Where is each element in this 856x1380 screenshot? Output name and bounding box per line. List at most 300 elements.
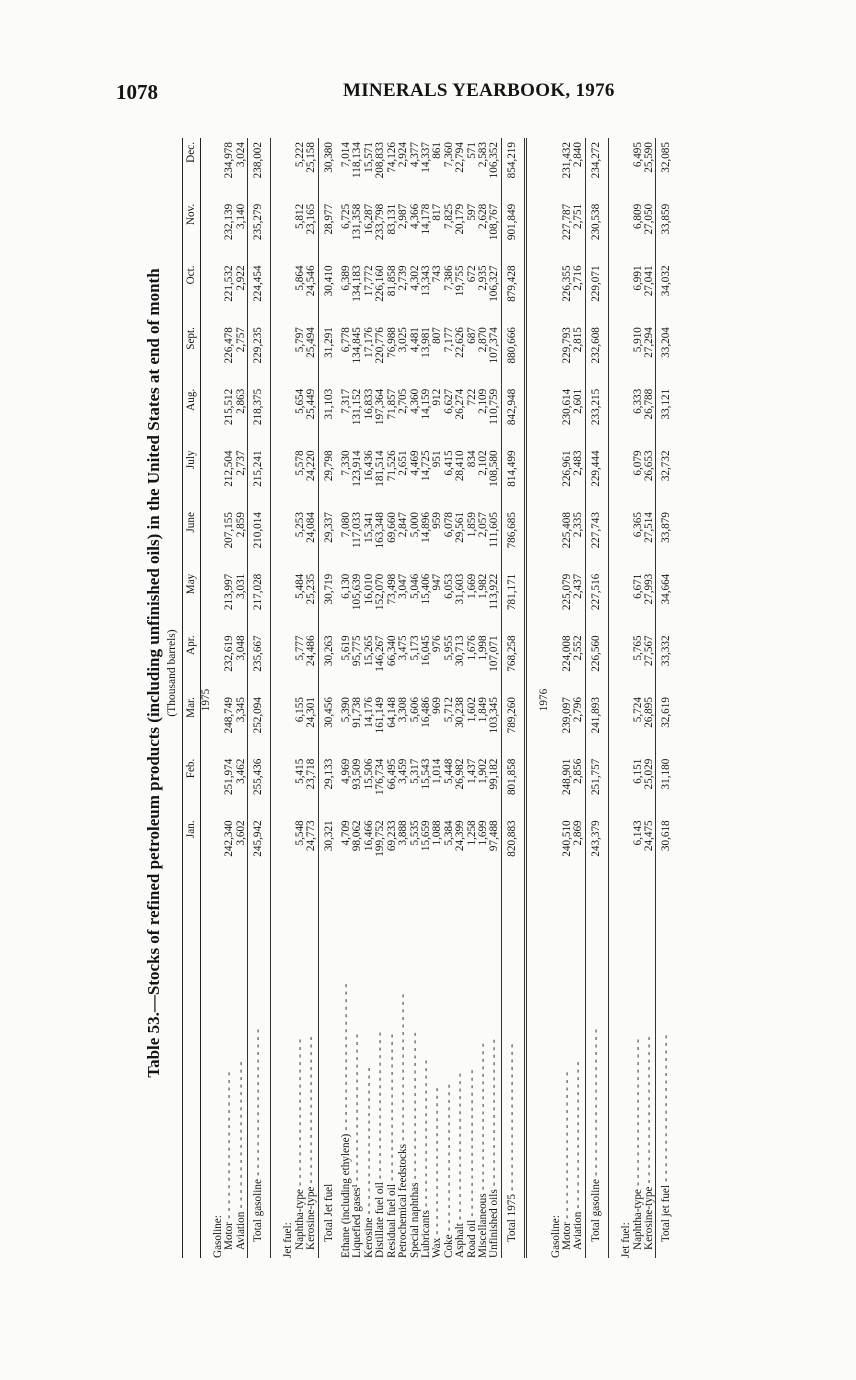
table-row <box>236 138 247 1258</box>
cell-value: 17,772 <box>362 265 375 297</box>
row-label-text: Coke <box>442 1234 455 1258</box>
cell-value: 229,444 <box>589 450 602 487</box>
leader-dots: - - - - - - - - - - - - - - - - - - - - <box>340 983 353 1134</box>
column-header: Apr. <box>183 631 201 693</box>
row-label <box>248 878 271 1258</box>
cell-value: 5,777 <box>293 635 306 661</box>
header-row <box>183 138 201 1258</box>
cell-value: 25,494 <box>305 327 318 358</box>
cell-value: 24,486 <box>305 635 318 667</box>
cell-value: 248,901 <box>560 758 573 796</box>
cell-value: 842,948 <box>505 388 518 426</box>
cell-value: 6,151 <box>631 758 644 784</box>
leader-dots: - - - - - - - - - - - - - - - - - - - - <box>465 1069 478 1220</box>
table-row <box>656 138 679 1258</box>
row-label-text: Distillate fuel oil <box>374 1182 387 1258</box>
stocks-table <box>182 138 679 1258</box>
cell-value: 1,088 <box>431 820 444 846</box>
cell-value: 81,858 <box>385 265 398 297</box>
cell-value: 27,993 <box>643 573 655 605</box>
cell-value: 6,991 <box>631 265 644 291</box>
cell-value: 814,499 <box>505 450 518 487</box>
cell-value: 2,739 <box>397 265 410 291</box>
cell-value: 24,220 <box>305 450 318 482</box>
cell-value: 14,178 <box>419 203 432 235</box>
cell-value: 25,590 <box>643 142 655 173</box>
cell-value: 2,057 <box>476 512 489 538</box>
row-label-text: Lubricants <box>419 1210 432 1258</box>
cell-value: 1,676 <box>465 635 478 661</box>
cell-value: 4,481 <box>408 327 421 353</box>
cell-value: 3,475 <box>397 635 410 661</box>
cell-value: 108,580 <box>488 450 501 487</box>
cell-value: 5,448 <box>442 758 455 784</box>
cell-value: 15,341 <box>362 512 375 543</box>
cell-value: 786,685 <box>505 512 518 549</box>
row-label-text: Road oil <box>465 1219 478 1258</box>
row-label-text: Aviation <box>234 1211 247 1250</box>
year-1976 <box>539 138 550 1258</box>
cell-value: 113,922 <box>488 573 501 610</box>
cell-value: 33,859 <box>660 203 673 235</box>
cell-value: 105,639 <box>351 573 364 611</box>
cell-value: 226,961 <box>560 450 573 487</box>
cell-value: 69,660 <box>385 512 398 543</box>
cell-value: 251,757 <box>589 758 602 796</box>
cell-value: 4,360 <box>408 388 421 414</box>
leader-dots: - - - - - - - - - - - - - - - - - - - - <box>223 1071 236 1223</box>
cell-value: 24,301 <box>305 697 318 728</box>
cell-value: 3,048 <box>234 635 247 661</box>
table-row <box>501 138 524 1258</box>
cell-value: 231,432 <box>560 142 573 179</box>
cell-value: 93,509 <box>351 758 364 790</box>
cell-value: 16,833 <box>362 388 375 420</box>
leader-dots: - - - - - - - - - - - - - - - - - - - - <box>643 1036 655 1187</box>
cell-value: 30,238 <box>454 697 467 728</box>
cell-value: 781,171 <box>505 573 518 611</box>
cell-value: 7,080 <box>340 512 353 538</box>
cell-value: 2,863 <box>234 388 247 414</box>
leader-dots: - - - - - - - - - - - - - - - - - - - - <box>374 1031 387 1183</box>
cell-value: 30,410 <box>322 265 335 297</box>
cell-value: 22,794 <box>454 142 467 173</box>
cell-value: 1,669 <box>465 573 478 599</box>
table-row <box>306 138 317 1258</box>
cell-value: 15,571 <box>362 142 375 173</box>
cell-value: 687 <box>465 327 478 344</box>
cell-value: 32,085 <box>660 142 673 173</box>
cell-value: 251,974 <box>223 758 236 796</box>
cell-value: 28,410 <box>454 450 467 482</box>
table-row <box>585 138 608 1258</box>
cell-value: 23,165 <box>305 203 318 235</box>
cell-value: 16,436 <box>362 450 375 482</box>
cell-value: 13,343 <box>419 265 432 297</box>
cell-value: 28,977 <box>322 203 335 235</box>
cell-value: 789,260 <box>505 697 518 734</box>
cell-value: 5,415 <box>293 758 306 784</box>
cell-value: 3,140 <box>234 203 247 229</box>
cell-value: 2,552 <box>572 635 585 661</box>
cell-value: 107,374 <box>488 327 501 364</box>
leader-dots: - - - - - - - - - - - - - - - - - - - - <box>305 1036 318 1187</box>
cell-value: 255,436 <box>252 758 265 796</box>
cell-value: 947 <box>431 573 444 591</box>
cell-value: 4,709 <box>340 820 353 846</box>
cell-value: 27,567 <box>643 635 655 667</box>
cell-value: 242,340 <box>223 820 236 857</box>
cell-value: 32,732 <box>660 450 673 482</box>
cell-value: 215,241 <box>252 450 265 487</box>
cell-value: 15,659 <box>419 820 432 852</box>
cell-value: 1,902 <box>476 758 489 784</box>
cell-value: 5,000 <box>408 512 421 538</box>
cell-value: 6,365 <box>631 512 644 538</box>
cell-value: 5,765 <box>631 635 644 661</box>
leader-dots: - - - - - - - - - - - - - - - - - - - - <box>431 1087 444 1238</box>
cell-value: 220,776 <box>374 327 387 364</box>
leader-dots: - - - - - - - - - - - - - - - - - - - - <box>252 1028 265 1180</box>
spacer-row <box>271 138 284 1258</box>
cell-value: 15,506 <box>362 758 375 790</box>
leader-dots: - - - - - - - - - - - - - - - - - - - - <box>505 1043 518 1194</box>
cell-value: 31,103 <box>322 388 335 420</box>
cell-value: 2,924 <box>397 142 410 168</box>
cell-value: 2,751 <box>572 203 585 229</box>
cell-value: 2,737 <box>234 450 247 476</box>
cell-value: 25,158 <box>305 142 318 173</box>
cell-value: 969 <box>431 697 444 714</box>
leader-dots: - - - - - - - - - - - - - - - - - - - - <box>488 1038 501 1190</box>
row-label-text: Motor <box>560 1222 573 1250</box>
cell-value: 33,204 <box>660 327 673 358</box>
row-label <box>306 878 317 1258</box>
cell-value: 76,988 <box>385 327 398 358</box>
cell-value: 6,079 <box>631 450 644 476</box>
cell-value: 83,131 <box>385 203 398 235</box>
row-label-text: Asphalt <box>454 1223 467 1258</box>
cell-value: 232,619 <box>223 635 236 672</box>
cell-value: 221,532 <box>223 265 236 302</box>
cell-value: 1,699 <box>476 820 489 846</box>
cell-value: 224,008 <box>560 635 573 672</box>
cell-value: 6,495 <box>631 142 644 168</box>
cell-value: 1,014 <box>431 758 444 784</box>
cell-value: 234,978 <box>223 142 236 179</box>
cell-value: 134,183 <box>351 265 364 302</box>
cell-value: 239,097 <box>560 697 573 734</box>
cell-value: 66,340 <box>385 635 398 667</box>
cell-value: 19,755 <box>454 265 467 297</box>
cell-value: 5,955 <box>442 635 455 661</box>
cell-value: 854,219 <box>505 142 518 179</box>
row-label-text: Naphtha-type <box>293 1189 306 1250</box>
row-label-text: Kerosine-type <box>643 1186 655 1250</box>
cell-value: 6,778 <box>340 327 353 353</box>
cell-value: 15,543 <box>419 758 432 790</box>
cell-value: 6,078 <box>442 512 455 538</box>
cell-value: 7,386 <box>442 265 455 291</box>
leader-dots: - - - - - - - - - - - - - - - - - - - - <box>234 1061 247 1212</box>
cell-value: 820,883 <box>505 820 518 857</box>
cell-value: 31,291 <box>322 327 335 358</box>
cell-value: 232,608 <box>589 327 602 364</box>
cell-value: 225,079 <box>560 573 573 611</box>
cell-value: 30,456 <box>322 697 335 728</box>
cell-value: 91,738 <box>351 697 364 728</box>
cell-value: 210,014 <box>252 512 265 549</box>
cell-value: 3,031 <box>234 573 247 599</box>
row-label-text: Wax <box>431 1237 444 1258</box>
cell-value: 227,787 <box>560 203 573 241</box>
cell-value: 229,071 <box>589 265 602 302</box>
cell-value: 33,332 <box>660 635 673 667</box>
cell-value: 6,333 <box>631 388 644 414</box>
cell-value: 2,796 <box>572 697 585 723</box>
row-label-text: Aviation <box>572 1211 585 1250</box>
cell-value: 26,788 <box>643 388 655 420</box>
cell-value: 230,614 <box>560 388 573 426</box>
row-label <box>644 878 655 1258</box>
cell-value: 106,352 <box>488 142 501 179</box>
cell-value: 15,406 <box>419 573 432 605</box>
leader-dots: - - - - - - - - - - - - - - - - - - - - <box>589 1028 602 1180</box>
spacer-cell <box>526 138 540 1258</box>
cell-value: 97,488 <box>488 820 501 852</box>
cell-value: 227,743 <box>589 512 602 549</box>
column-header: Nov. <box>183 200 201 262</box>
cell-value: 30,719 <box>322 573 335 605</box>
cell-value: 27,514 <box>643 512 655 543</box>
leader-dots: - - - - - - - - - - - - - - - - - - - - <box>362 1067 375 1218</box>
leader-dots: - - - - - - - - - - - - - - - - - - - - <box>572 1061 585 1212</box>
row-label <box>501 878 524 1258</box>
cell-value: 2,651 <box>397 450 410 476</box>
cell-value: 117,033 <box>351 512 364 549</box>
cell-value: 4,302 <box>408 265 421 291</box>
spacer-row <box>609 138 622 1258</box>
column-header: Jan. <box>183 816 201 878</box>
cell-value: 5,390 <box>340 697 353 723</box>
cell-value: 1,602 <box>465 697 478 723</box>
cell-value: 5,619 <box>340 635 353 661</box>
cell-value: 226,355 <box>560 265 573 302</box>
cell-value: 14,725 <box>419 450 432 482</box>
cell-value: 30,380 <box>322 142 335 173</box>
cell-value: 3,024 <box>234 142 247 168</box>
cell-value: 199,752 <box>374 820 387 857</box>
cell-value: 31,180 <box>660 758 673 790</box>
cell-value: 208,833 <box>374 142 387 179</box>
cell-value: 16,466 <box>362 820 375 852</box>
cell-value: 24,475 <box>643 820 655 852</box>
cell-value: 20,179 <box>454 203 467 235</box>
cell-value: 24,546 <box>305 265 318 297</box>
cell-value: 106,327 <box>488 265 501 302</box>
leader-dots: - - - - - - - - - - - - - - - - - - - - <box>560 1071 573 1223</box>
cell-value: 218,375 <box>252 388 265 426</box>
cell-value: 30,618 <box>660 820 673 852</box>
cell-value: 217,028 <box>252 573 265 611</box>
cell-value: 95,775 <box>351 635 364 667</box>
cell-value: 2,869 <box>572 820 585 846</box>
cell-value: 5,173 <box>408 635 421 661</box>
cell-value: 2,583 <box>476 142 489 168</box>
cell-value: 234,272 <box>589 142 602 179</box>
cell-value: 22,626 <box>454 327 467 358</box>
cell-value: 2,757 <box>234 327 247 353</box>
cell-value: 226,478 <box>223 327 236 364</box>
cell-value: 807 <box>431 327 444 344</box>
cell-value: 5,222 <box>293 142 306 168</box>
leader-dots: - - - - - - - - - - - - - - - - - - - - <box>476 1042 489 1194</box>
row-label-text: Special naphthas <box>408 1182 421 1258</box>
cell-value: 16,045 <box>419 635 432 667</box>
cell-value: 7,014 <box>340 142 353 168</box>
rotated-table-block <box>138 88 856 1258</box>
cell-value: 2,705 <box>397 388 410 414</box>
row-label-text: Liquefied gases¹ <box>351 1184 364 1258</box>
cell-value: 5,548 <box>293 820 306 846</box>
cell-value: 107,071 <box>488 635 501 672</box>
cell-value: 879,428 <box>505 265 518 302</box>
cell-value: 7,360 <box>442 142 455 168</box>
cell-value: 235,279 <box>252 203 265 241</box>
cell-value: 215,512 <box>223 388 236 426</box>
cell-value: 33,121 <box>660 388 673 420</box>
cell-value: 31,603 <box>454 573 467 605</box>
cell-value: 108,767 <box>488 203 501 241</box>
cell-value: 5,654 <box>293 388 306 414</box>
cell-value: 245,942 <box>252 820 265 857</box>
cell-value: 207,155 <box>223 512 236 549</box>
cell-value: 1,982 <box>476 573 489 599</box>
cell-value: 6,809 <box>631 203 644 229</box>
cell-value: 13,981 <box>419 327 432 358</box>
cell-value: 834 <box>465 450 478 468</box>
cell-value: 131,358 <box>351 203 364 241</box>
cell-value: 597 <box>465 203 478 221</box>
cell-value: 2,437 <box>572 573 585 599</box>
leader-dots: - - - - - - - - - - - - - - - - - - - - <box>408 1032 421 1183</box>
cell-value: 5,724 <box>631 697 644 723</box>
section-heading-label: Jet fuel: <box>282 1222 295 1258</box>
cell-value: 2,716 <box>572 265 585 291</box>
row-label-text: Total Jet fuel <box>322 1183 335 1242</box>
table-subtitle: (Thousand barrels) <box>166 629 178 717</box>
row-label-text: Unfinished oils <box>488 1189 501 1258</box>
cell-value: 7,825 <box>442 203 455 229</box>
cell-value: 111,605 <box>488 512 501 548</box>
running-head: MINERALS YEARBOOK, 1976 <box>343 80 615 101</box>
cell-value: 15,265 <box>362 635 375 667</box>
cell-value: 2,935 <box>476 265 489 291</box>
table-row <box>644 138 655 1258</box>
cell-value: 5,797 <box>293 327 306 353</box>
cell-value: 212,504 <box>223 450 236 487</box>
cell-value: 118,134 <box>351 142 364 178</box>
spacer-cell <box>271 138 284 1258</box>
cell-value: 29,798 <box>322 450 335 482</box>
cell-value: 2,102 <box>476 450 489 476</box>
cell-value: 32,619 <box>660 697 673 728</box>
row-label <box>573 878 584 1258</box>
cell-value: 27,050 <box>643 203 655 235</box>
cell-value: 5,910 <box>631 327 644 353</box>
cell-value: 229,793 <box>560 327 573 364</box>
cell-value: 27,041 <box>643 265 655 297</box>
row-label-text: Total 1975 <box>505 1194 518 1242</box>
table-title: Table 53.—Stocks of refined petroleum products (including unfinished oils) in the United States at end of month <box>144 268 163 1078</box>
cell-value: 240,510 <box>560 820 573 857</box>
cell-value: 233,215 <box>589 388 602 426</box>
cell-value: 6,053 <box>442 573 455 599</box>
cell-value: 33,879 <box>660 512 673 543</box>
row-label <box>236 878 247 1258</box>
leader-dots: - - - - - - - - - - - - - - - - - - - - <box>631 1038 644 1190</box>
cell-value: 146,267 <box>374 635 387 672</box>
cell-value: 197,364 <box>374 388 387 426</box>
cell-value: 5,317 <box>408 758 421 784</box>
cell-value: 25,029 <box>643 758 655 790</box>
row-label-text: Ethane (including ethylene) <box>340 1133 353 1258</box>
cell-value: 3,308 <box>397 697 410 723</box>
row-label-text: Naphtha-type <box>631 1189 644 1250</box>
cell-value: 176,734 <box>374 758 387 796</box>
table-row <box>489 138 500 1258</box>
cell-value: 241,893 <box>589 697 602 734</box>
cell-value: 26,274 <box>454 388 467 420</box>
cell-value: 235,667 <box>252 635 265 672</box>
cell-value: 1,998 <box>476 635 489 661</box>
cell-value: 163,348 <box>374 512 387 549</box>
leader-dots: - - - - - - - - - - - - - - - - - - - - <box>419 1059 432 1211</box>
cell-value: 181,514 <box>374 450 387 487</box>
cell-value: 6,415 <box>442 450 455 476</box>
leader-dots: - - - - - - - - - - - - - - - - - - - - <box>442 1083 455 1235</box>
cell-value: 722 <box>465 388 478 406</box>
cell-value: 252,094 <box>252 697 265 734</box>
cell-value: 976 <box>431 635 444 653</box>
row-label <box>489 878 500 1258</box>
cell-value: 110,759 <box>488 388 501 425</box>
cell-value: 880,666 <box>505 327 518 364</box>
cell-value: 3,047 <box>397 573 410 599</box>
leader-dots: - - - - - - - - - - - - - - - - - - - - <box>660 1034 673 1185</box>
cell-value: 152,070 <box>374 573 387 611</box>
row-label-text: Total gasoline <box>589 1179 602 1242</box>
cell-value: 5,046 <box>408 573 421 599</box>
cell-value: 6,671 <box>631 573 644 599</box>
cell-value: 2,847 <box>397 512 410 538</box>
cell-value: 29,337 <box>322 512 335 543</box>
cell-value: 25,449 <box>305 388 318 420</box>
cell-value: 5,812 <box>293 203 306 229</box>
cell-value: 801,858 <box>505 758 518 796</box>
cell-value: 230,538 <box>589 203 602 241</box>
column-header: Aug. <box>183 385 201 447</box>
cell-value: 103,345 <box>488 697 501 734</box>
cell-value: 2,859 <box>234 512 247 538</box>
cell-value: 2,335 <box>572 512 585 538</box>
cell-value: 5,253 <box>293 512 306 538</box>
column-header: Sept. <box>183 323 201 385</box>
cell-value: 227,516 <box>589 573 602 611</box>
row-label-text: Miscellaneous <box>476 1193 489 1258</box>
cell-value: 3,462 <box>234 758 247 784</box>
cell-value: 25,235 <box>305 573 318 605</box>
